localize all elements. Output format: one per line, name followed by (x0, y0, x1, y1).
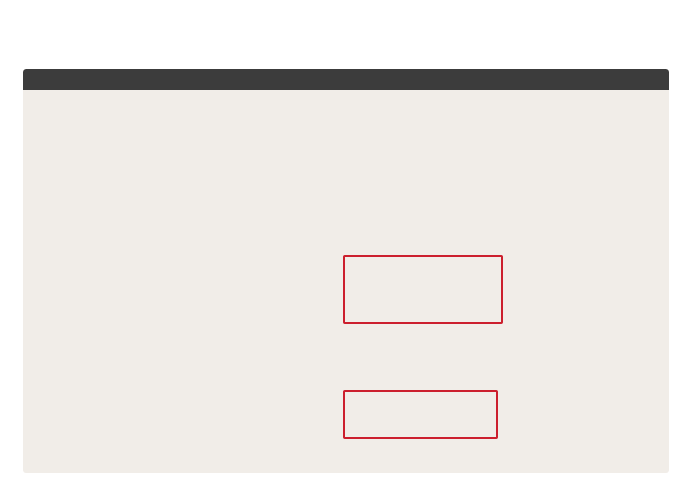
highlight-box-avoid (343, 255, 503, 324)
highlight-box-protect (343, 390, 498, 439)
summary-table (23, 69, 669, 473)
table-header (23, 69, 669, 90)
